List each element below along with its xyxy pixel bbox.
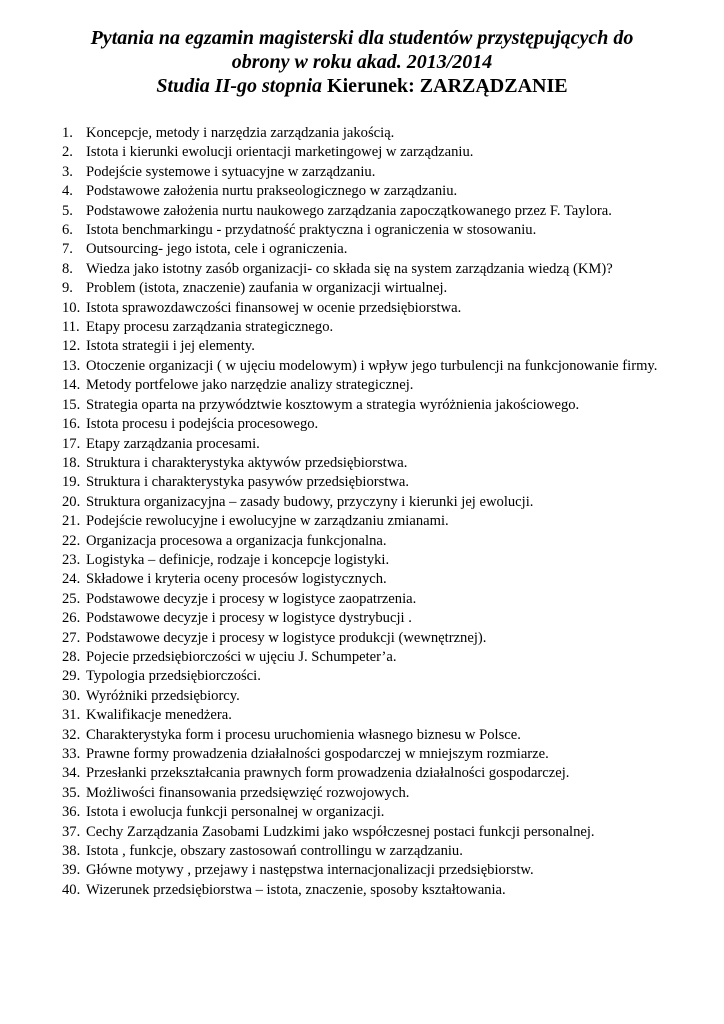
question-number: 27. [62,629,81,646]
question-number: 2. [62,144,73,161]
question-item [62,143,692,162]
question-number: 17. [62,435,81,452]
question-number: 15. [62,396,81,413]
question-number: 5. [62,202,73,219]
question-number: 29. [62,668,81,685]
question-text: Wyróżniki przedsiębiorcy. [86,687,240,704]
question-number: 18. [62,454,81,471]
question-item [62,124,692,143]
question-number: 12. [62,338,81,355]
question-text: Metody portfelowe jako narzędzie analizy strategicznej. [86,377,414,394]
question-number: 31. [62,707,81,724]
question-item [62,240,692,259]
question-item [62,648,692,667]
question-number: 39. [62,862,81,879]
question-item [62,454,692,473]
question-item [62,590,692,609]
question-number: 8. [62,260,73,277]
document-header [30,26,694,98]
question-item [62,551,692,570]
question-item [62,279,692,298]
question-item [62,318,692,337]
question-number: 6. [62,222,73,239]
question-text: Prawne formy prowadzenia działalności gospodarczej w mniejszym rozmiarze. [86,746,549,762]
question-text: Pojecie przedsiębiorczości w ujęciu J. Schumpeter’a. [86,648,397,665]
question-text: Podstawowe założenia nurtu naukowego zarządzania zapoczątkowanego przez F. Taylora. [86,202,612,219]
question-text: Struktura i charakterystyka aktywów przedsiębiorstwa. [86,454,408,471]
question-item [62,202,692,221]
question-item [62,745,692,764]
question-text: Istota , funkcje, obszary zastosowań controllingu w zarządzaniu. [86,843,463,860]
question-number: 30. [62,687,81,704]
studia-label: Studia II-go stopnia [156,75,323,97]
question-number: 16. [62,416,81,433]
question-number: 20. [62,493,81,510]
question-item [62,512,692,531]
question-item [62,493,692,512]
question-number: 28. [62,648,81,665]
question-item [62,163,692,182]
question-number: 4. [62,183,73,200]
question-item [62,687,692,706]
question-text: Otoczenie organizacji ( w ujęciu modelowym) i wpływ jego turbulencji na funkcjonowanie firmy. [86,357,658,374]
question-number: 22. [62,532,81,549]
question-number: 10. [62,299,81,316]
question-item [62,842,692,861]
question-item [62,396,692,415]
question-item [62,764,692,783]
question-item [62,299,692,318]
question-text: Strategia oparta na przywództwie kosztowym a strategia wyróżnienia jakościowego. [86,396,580,413]
question-text: Istota procesu i podejścia procesowego. [86,416,319,433]
question-text: Wizerunek przedsiębiorstwa – istota, znaczenie, sposoby kształtowania. [86,881,506,898]
question-text: Podstawowe decyzje i procesy w logistyce zaopatrzenia. [86,590,417,607]
question-text: Główne motywy , przejawy i następstwa internacjonalizacji przedsiębiorstw. [86,862,534,879]
question-item [62,337,692,356]
question-text: Istota strategii i jej elementy. [86,338,255,355]
question-item [62,376,692,395]
question-item [62,629,692,648]
question-text: Organizacja procesowa a organizacja funkcjonalna. [86,532,387,549]
question-number: 40. [62,881,81,898]
question-text: Istota benchmarkingu - przydatność praktyczna i ograniczenia w stosowaniu. [86,222,537,239]
question-number: 11. [62,319,80,336]
question-text: Struktura i charakterystyka pasywów przedsiębiorstwa. [86,474,409,491]
question-number: 3. [62,163,73,180]
question-text: Podstawowe decyzje i procesy w logistyce dystrybucji . [86,610,412,627]
question-item [62,570,692,589]
question-number: 9. [62,280,73,297]
question-text: Istota sprawozdawczości finansowej w ocenie przedsiębiorstwa. [86,299,462,316]
question-number: 38. [62,843,81,860]
question-text: Składowe i kryteria oceny procesów logistycznych. [86,571,387,588]
question-text: Podejście rewolucyjne i ewolucyjne w zarządzaniu zmianami. [86,513,449,530]
question-number: 14. [62,377,81,394]
question-item [62,357,692,376]
question-text: Struktura organizacyjna – zasady budowy, przyczyny i kierunki jej ewolucji. [86,493,534,510]
question-item [62,861,692,880]
question-number: 21. [62,513,81,530]
question-item [62,823,692,842]
question-item [62,260,692,279]
question-number: 1. [62,125,73,141]
question-text: Charakterystyka form i procesu uruchomienia własnego biznesu w Polsce. [86,726,521,743]
question-item [62,803,692,822]
question-text: Koncepcje, metody i narzędzia zarządzania jakością. [86,125,395,141]
question-number: 33. [62,746,81,762]
question-item [62,784,692,803]
question-item [62,473,692,492]
question-number: 13. [62,357,81,374]
question-item [62,435,692,454]
question-item [62,415,692,434]
question-text: Etapy procesu zarządzania strategicznego. [86,319,334,336]
title-line-2: obrony w roku akad. 2013/2014 [231,51,493,73]
question-item [62,532,692,551]
question-text: Etapy zarządzania procesami. [86,435,260,452]
question-item [62,221,692,240]
question-text: Outsourcing- jego istota, cele i ograniczenia. [86,241,348,258]
question-list [62,124,692,900]
question-item [62,881,692,900]
question-text: Typologia przedsiębiorczości. [86,668,261,685]
question-item [62,667,692,686]
question-text: Możliwości finansowania przedsięwzięć rozwojowych. [86,784,410,801]
question-item [62,609,692,628]
title-line-1: Pytania na egzamin magisterski dla studentów przystępujących do [90,27,634,49]
question-text: Podstawowe decyzje i procesy w logistyce produkcji (wewnętrznej). [86,629,487,646]
question-text: Podejście systemowe i sytuacyjne w zarządzaniu. [86,163,376,180]
question-number: 25. [62,590,81,607]
question-text: Wiedza jako istotny zasób organizacji- co składa się na system zarządzania wiedzą (KM)? [86,260,613,277]
question-text: Cechy Zarządzania Zasobami Ludzkimi jako współczesnej postaci funkcji personalnej. [86,823,595,840]
question-text: Podstawowe założenia nurtu prakseologicznego w zarządzaniu. [86,183,458,200]
question-text: Problem (istota, znaczenie) zaufania w organizacji wirtualnej. [86,280,448,297]
question-number: 23. [62,551,81,568]
question-number: 36. [62,804,81,821]
question-number: 24. [62,571,81,588]
question-number: 35. [62,784,81,801]
question-item [62,726,692,745]
question-number: 37. [62,823,81,840]
question-number: 26. [62,610,81,627]
question-number: 19. [62,474,81,491]
question-number: 34. [62,765,81,782]
kierunek-label: Kierunek: ZARZĄDZANIE [322,75,568,97]
question-text: Logistyka – definicje, rodzaje i koncepcje logistyki. [86,551,390,568]
question-item [62,706,692,725]
question-text: Kwalifikacje menedżera. [86,707,232,724]
question-number: 7. [62,241,73,258]
subtitle-line [30,74,694,98]
question-text: Przesłanki przekształcania prawnych form prowadzenia działalności gospodarczej. [86,765,570,782]
question-text: Istota i ewolucja funkcji personalnej w organizacji. [86,804,385,821]
question-item [62,182,692,201]
question-number: 32. [62,726,81,743]
question-text: Istota i kierunki ewolucji orientacji marketingowej w zarządzaniu. [86,144,474,161]
